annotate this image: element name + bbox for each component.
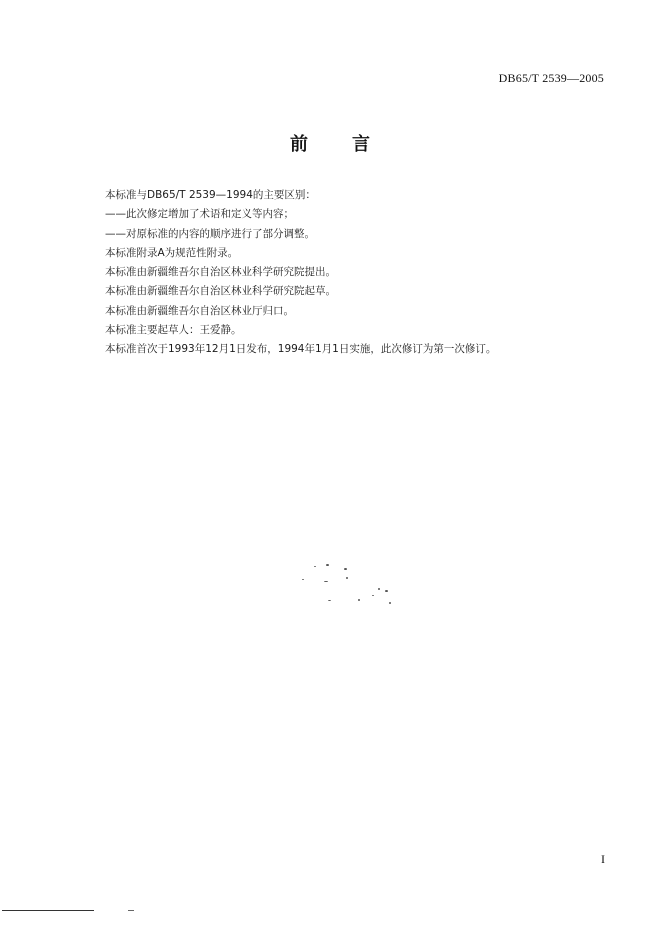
foreword-line: 本标准附录A为规范性附录。 bbox=[105, 246, 239, 259]
title-char-1: 前 bbox=[290, 134, 310, 155]
scan-noise bbox=[300, 560, 400, 610]
foreword-line: 本标准主要起草人：王爱静。 bbox=[105, 324, 242, 337]
page-number: I bbox=[601, 852, 605, 866]
title-char-2: 言 bbox=[352, 134, 372, 155]
foreword-line: 本标准首次于1993年12月1日发布，1994年1月1日实施，此次修订为第一次修订。 bbox=[105, 343, 497, 356]
foreword-line: ——此次修定增加了术语和定义等内容； bbox=[105, 208, 294, 221]
footer-mark bbox=[128, 910, 134, 911]
page-title bbox=[0, 130, 662, 156]
foreword-line: 本标准由新疆维吾尔自治区林业科学研究院提出。 bbox=[105, 266, 336, 279]
foreword-line: 本标准由新疆维吾尔自治区林业科学研究院起草。 bbox=[105, 285, 336, 298]
foreword-line: 本标准由新疆维吾尔自治区林业厅归口。 bbox=[105, 304, 294, 317]
foreword-line: ——对原标准的内容的顺序进行了部分调整。 bbox=[105, 227, 315, 240]
footer-rule bbox=[2, 910, 94, 911]
foreword-line: 本标准与DB65/T 2539—1994的主要区别： bbox=[105, 189, 316, 201]
foreword-body bbox=[105, 186, 575, 360]
standard-code: DB65/T 2539—2005 bbox=[498, 71, 604, 85]
